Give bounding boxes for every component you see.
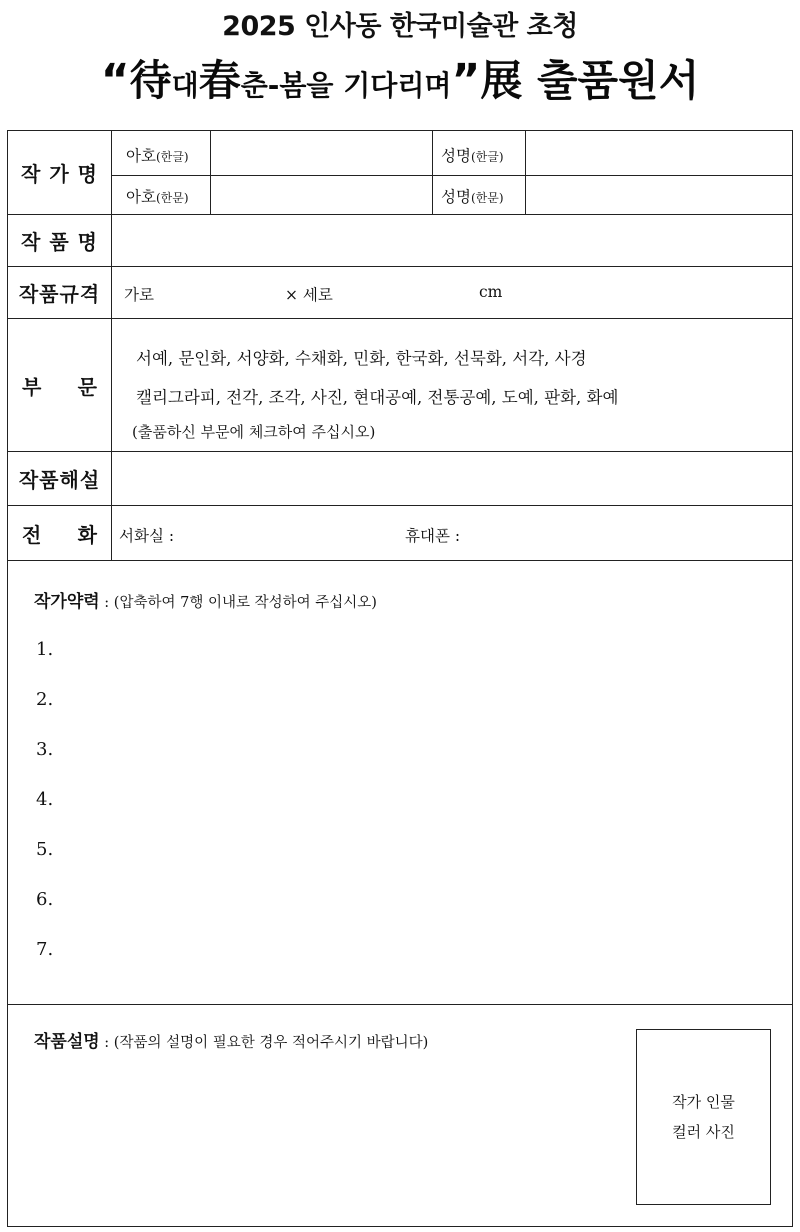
phone-label: 전 화 [8,506,112,560]
commentary-row [8,452,792,506]
description-title: 작품설명 : (작품의 설명이 필요한 경우 적어주시기 바랍니다) [34,1032,429,1052]
title-hanja-1: 待 [129,56,172,105]
career-item-2[interactable]: 2. [36,689,54,710]
title-reading-1: 대 [171,69,199,102]
work-title-field[interactable] [113,215,792,265]
artist-label: 작 가 명 [8,131,112,214]
artist-photo-box[interactable] [636,1029,771,1205]
width-field[interactable] [168,271,278,315]
height-field[interactable] [348,271,473,315]
subtitle: 2025 인사동 한국미술관 초청 [222,11,578,42]
title-hanja-2: 春 [198,56,241,105]
career-item-3[interactable]: 3. [36,739,54,760]
work-title-label: 작 품 명 [8,215,112,266]
commentary-field[interactable] [113,452,792,504]
title-open-quote: “ [100,55,130,106]
unit-label: cm [479,283,503,301]
phone-row [8,506,792,561]
studio-phone-field[interactable] [183,510,393,556]
height-label: × 세로 [285,286,333,304]
width-label: 가로 [124,286,154,304]
name-hanja-label: 성명(한문) [441,188,504,206]
title-reading-2: 춘-봄을 기다리며 [240,69,452,102]
career-title: 작가약력 : (압축하여 7행 이내로 작성하여 주십시오) [34,592,377,612]
category-options-line-1[interactable]: 서예, 문인화, 서양화, 수채화, 민화, 한국화, 선묵화, 서각, 사경 [136,349,587,368]
name-ko-label: 성명(한글) [441,147,504,165]
career-item-6[interactable]: 6. [36,889,54,910]
page-title [0,48,800,108]
pen-name-hanja-field[interactable] [211,176,431,214]
title-close-quote: ” [451,55,481,106]
career-item-1[interactable]: 1. [36,639,54,660]
category-options-line-2[interactable]: 캘리그라피, 전각, 조각, 사진, 현대공예, 전통공예, 도예, 판화, 화예 [136,388,619,407]
category-note: (출품하신 부문에 체크하여 주십시오) [132,423,376,441]
commentary-label: 작품해설 [8,452,112,505]
name-hanja-field[interactable] [526,176,792,214]
category-row [8,319,792,452]
work-size-label: 작품규격 [8,267,112,318]
career-section [8,561,792,1005]
description-field[interactable] [18,1061,618,1211]
mobile-phone-label: 휴대폰 : [405,527,461,545]
name-ko-field[interactable] [526,131,792,174]
photo-label-line-1: 작가 인물 [672,1093,735,1111]
career-item-4[interactable]: 4. [36,789,54,810]
pen-name-ko-label: 아호(한글) [126,147,189,165]
career-item-5[interactable]: 5. [36,839,54,860]
studio-phone-label: 서화실 : [119,527,175,545]
work-title-row [8,215,792,267]
photo-label-line-2: 컬러 사진 [672,1123,735,1141]
pen-name-hanja-label: 아호(한문) [126,188,189,206]
title-suffix: 展 출품원서 [480,56,700,105]
artist-row [8,131,792,215]
work-size-row [8,267,792,319]
career-item-7[interactable]: 7. [36,939,54,960]
application-form [7,130,793,1227]
mobile-phone-field[interactable] [470,510,790,556]
pen-name-ko-field[interactable] [211,131,431,174]
category-label: 부 문 [8,319,112,451]
